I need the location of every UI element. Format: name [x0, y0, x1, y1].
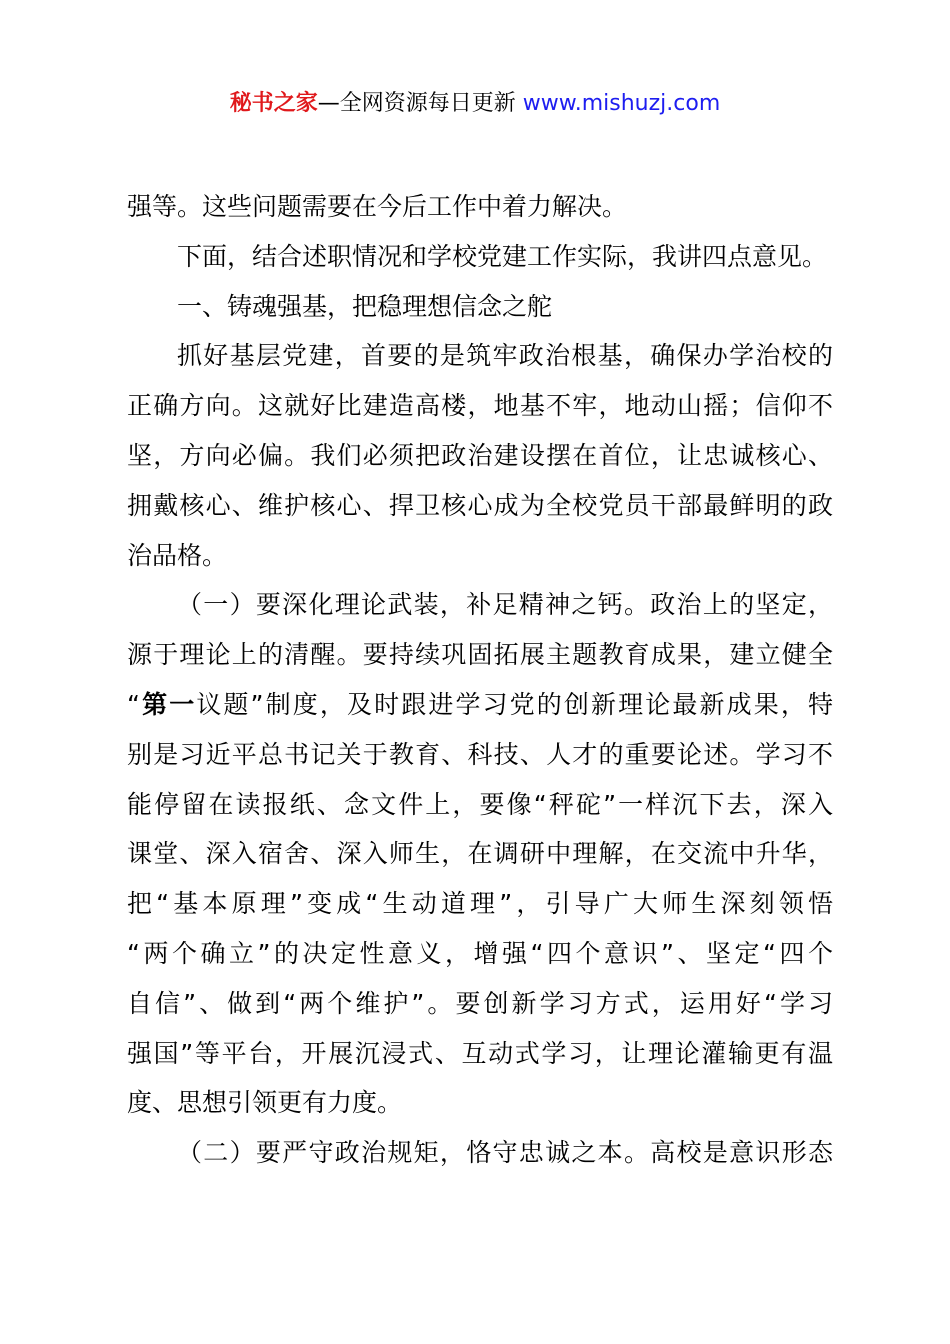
body-line: 源于理论上的清醒。要持续巩固拓展主题教育成果，建立健全	[127, 640, 833, 670]
subsection-line: （二）要严守政治规矩，恪守忠诚之本。高校是意识形态	[177, 1138, 833, 1168]
header-url[interactable]: www.mishuzj.com	[522, 91, 721, 116]
body-line: 自信”、做到“两个维护”。要创新学习方式，运用好“学习	[127, 988, 833, 1018]
body-line: 拥戴核心、维护核心、捍卫核心成为全校党员干部最鲜明的政	[127, 490, 833, 520]
header-brand: 秘书之家	[229, 91, 318, 116]
bold-text: 第一	[139, 689, 197, 719]
page-header	[0, 84, 950, 124]
document-body	[127, 182, 833, 1178]
body-line: 课堂、深入宿舍、深入师生，在调研中理解，在交流中升华，	[127, 839, 833, 869]
body-line: 抓好基层党建，首要的是筑牢政治根基，确保办学治校的	[177, 341, 833, 371]
open-quote: “	[127, 689, 140, 719]
body-line-bold-mark	[127, 680, 833, 730]
body-line: 强国”等平台，开展沉浸式、互动式学习，让理论灌输更有温	[127, 1038, 833, 1068]
subsection-line: （一）要深化理论武装，补足精神之钙。政治上的坚定，	[177, 590, 833, 620]
body-line: 治品格。	[127, 540, 228, 570]
header-tagline: —全网资源每日更新	[317, 91, 523, 116]
body-line: 能停留在读报纸、念文件上，要像“秤砣”一样沉下去，深入	[127, 789, 833, 819]
body-line: 强等。这些问题需要在今后工作中着力解决。	[127, 192, 628, 221]
body-line: 坚，方向必偏。我们必须把政治建设摆在首位，让忠诚核心、	[127, 440, 833, 470]
body-line: “两个确立”的决定性意义，增强“四个意识”、坚定“四个	[127, 938, 833, 968]
body-line: 下面，结合述职情况和学校党建工作实际，我讲四点意见。	[177, 241, 828, 271]
body-line: 把“基本原理”变成“生动道理”，引导广大师生深刻领悟	[127, 889, 833, 919]
line-rest: 议题”制度，及时跟进学习党的创新理论最新成果，特	[196, 689, 833, 719]
body-line: 度、思想引领更有力度。	[127, 1088, 403, 1118]
body-line: 别是习近平总书记关于教育、科技、人才的重要论述。学习不	[127, 739, 833, 769]
body-line: 正确方向。这就好比建造高楼，地基不牢，地动山摇；信仰不	[127, 391, 833, 421]
section-heading: 一、铸魂强基，把稳理想信念之舵	[177, 291, 553, 321]
